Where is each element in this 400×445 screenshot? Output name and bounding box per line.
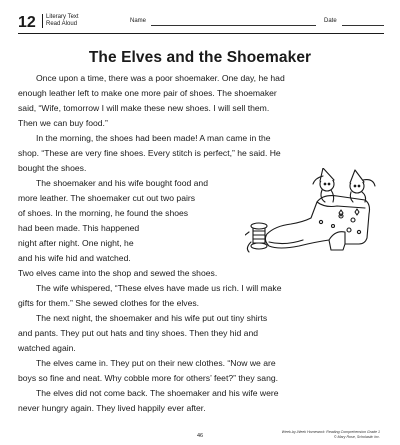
story-line: boys so fine and neat. Why cobble more for others’ feet?” they sang. — [18, 373, 279, 383]
lesson-tag-line1: Literary Text — [46, 14, 79, 20]
story-line: The wife whispered, “These elves have made us rich. I will make — [36, 283, 282, 293]
story-title: The Elves and the Shoemaker — [88, 49, 312, 66]
story-line: shop. “These are very fine shoes. Every stitch is perfect,” he said. He — [18, 148, 281, 158]
credit-line2: © Mary Rose, Scholastic Inc. — [333, 434, 380, 439]
story-line: and his wife hid and watched. — [18, 253, 131, 263]
story-line: Then we can buy food.” — [18, 118, 108, 128]
story-line: The elves did not come back. The shoemaker and his wife were — [36, 388, 279, 398]
lesson-number: 12 — [18, 14, 36, 31]
shoe-icon — [265, 196, 369, 250]
story-line: The shoemaker and his wife bought food and — [36, 178, 208, 188]
story-line: Two elves came into the shop and sewed the shoes. — [18, 268, 218, 278]
spool-icon — [247, 223, 267, 252]
credit-line1: Week-by-Week Homework: Reading Comprehension Grade 1 — [281, 430, 380, 434]
elf-icon — [350, 170, 375, 202]
name-label: Name — [130, 18, 147, 24]
elves-shoe-illustration — [245, 168, 383, 278]
story-line: had been made. This happened — [18, 223, 140, 233]
story-line: bought the shoes. — [18, 163, 87, 173]
story-line: and pants. They put out hats and tiny shoes. Then they hid and — [18, 328, 258, 338]
story-line: of shoes. In the morning, he found the shoes — [18, 208, 189, 218]
story-line: Once upon a time, there was a poor shoemaker. One day, he had — [36, 73, 285, 83]
story-line: watched again. — [18, 343, 76, 353]
story-line: more leather. The shoemaker cut out two pairs — [18, 193, 196, 203]
needle-icon — [245, 232, 249, 238]
story-line: never hungry again. They lived happily ever after. — [18, 403, 206, 413]
story-line: enough leather left to make one more pair of shoes. The shoemaker — [18, 88, 277, 98]
story-line: said, “Wife, tomorrow I will make these new shoes. I will sell them. — [18, 103, 270, 113]
story-line: The next night, the shoemaker and his wife put out tiny shirts — [36, 313, 268, 323]
lesson-tag-line2: Read Aloud — [46, 21, 78, 27]
story-line: gifts for them.” She sewed clothes for the elves. — [18, 298, 200, 308]
footer-credit — [282, 430, 380, 439]
story-line: The elves came in. They put on their new clothes. “Now we are — [36, 358, 276, 368]
story-line: night after night. One night, he — [18, 238, 134, 248]
date-label: Date — [324, 18, 337, 24]
story-line: In the morning, the shoes had been made! A man came in the — [36, 133, 271, 143]
page-number: 46 — [196, 433, 204, 439]
